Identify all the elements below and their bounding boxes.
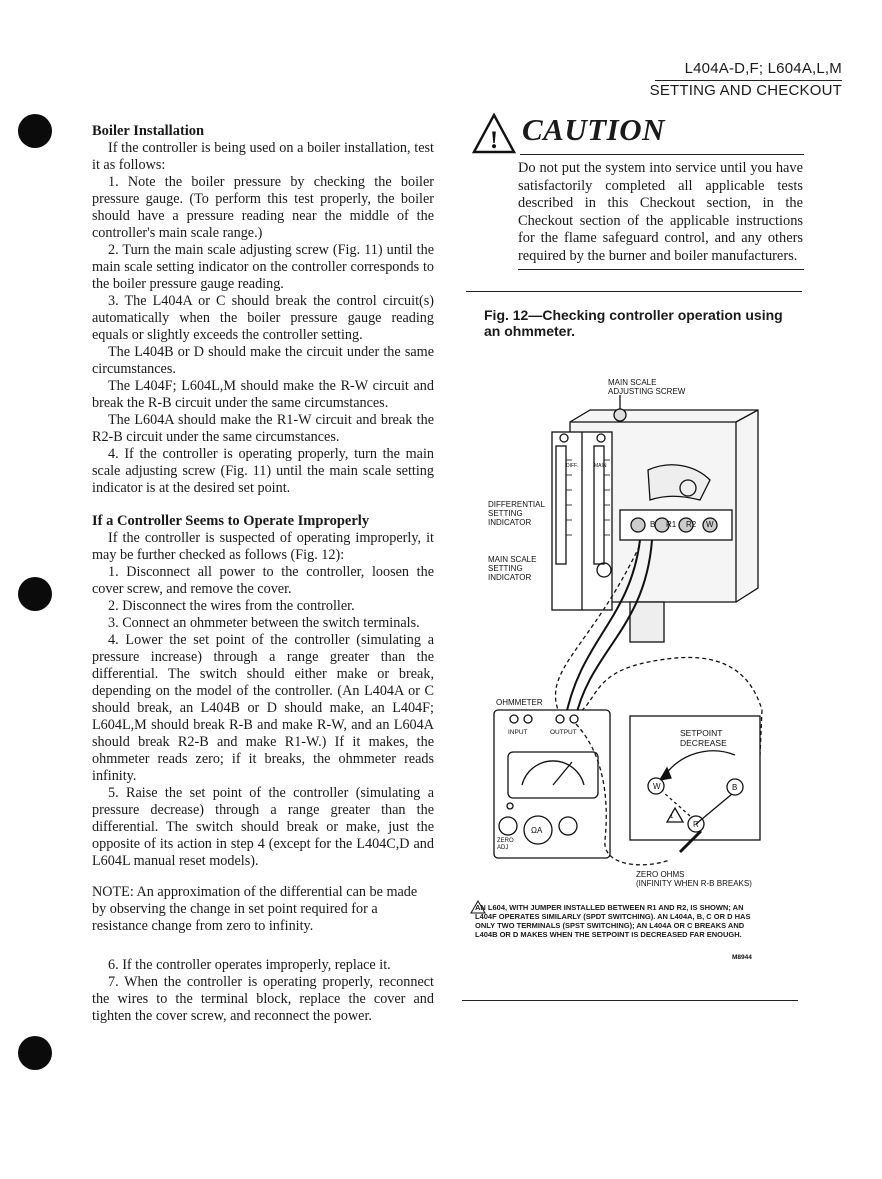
caution-bottom-rule	[518, 269, 804, 270]
label-dial-b: B	[732, 783, 738, 792]
boiler-paragraph: 2. Turn the main scale adjusting screw (Fig. 11) until the main scale setting indicator on the controller corresponds to the boiler pressure gauge reading.	[92, 242, 434, 292]
label-line: DIFFERENTIAL	[488, 500, 545, 509]
figure-footnote: AN L604, WITH JUMPER INSTALLED BETWEEN R1 AND R2, IS SHOWN; AN L404F OPERATES SIMILARLY (SPDT SWITCHING). AN L404A, B, C OR D HAS ONLY TWO TERMINALS (SPST SWITCHING); AN L404A OR C BREAKS AND L404B OR D MAKES WHEN THE SETPOINT IS DECREASED FAR ENOUGH.	[475, 903, 751, 939]
label-terminal-r2: R2	[686, 520, 697, 529]
label-setpoint-decrease	[680, 728, 727, 748]
binder-hole-bottom	[18, 1036, 52, 1070]
label-input: INPUT	[508, 729, 528, 736]
label-dial-r: R	[693, 820, 699, 829]
header-rule	[655, 80, 842, 81]
improper-paragraph: 2. Disconnect the wires from the controller.	[108, 598, 355, 614]
figure-bottom-rule	[462, 1000, 798, 1001]
label-line: SETTING	[488, 564, 523, 573]
label-main-scale: MAIN	[594, 463, 607, 469]
improper-paragraph: 1. Disconnect all power to the controller, loosen the cover screw, and remove the cover.	[92, 564, 434, 597]
ohmmeter-test-diagram	[480, 370, 780, 895]
label-main-scale-indicator	[488, 555, 536, 582]
note-block	[92, 884, 434, 935]
boiler-paragraph: The L604A should make the R1-W circuit and break the R2-B circuit under the same circumstances.	[92, 412, 434, 445]
caution-title: CAUTION	[522, 112, 666, 147]
label-terminal-r1: R1	[666, 520, 677, 529]
boiler-installation-heading: Boiler Installation	[92, 123, 205, 139]
label-diff-scale: DIFF.	[566, 463, 578, 469]
boiler-paragraph: The L404F; L604L,M should make the R-W circuit and break the R-B circuit under the same circumstances.	[92, 378, 434, 411]
boiler-paragraph: If the controller is being used on a boiler installation, test it as follows:	[92, 140, 434, 173]
label-line: SETPOINT	[680, 728, 723, 738]
label-line: MAIN SCALE	[488, 555, 537, 564]
note-text: An approximation of the differential can be made by observing the change in set point required for a resistance change from zero to infinity.	[92, 884, 418, 934]
label-zero-adj	[497, 838, 514, 852]
label-line: ZERO OHMS	[636, 870, 685, 879]
warning-triangle-icon	[472, 112, 516, 154]
label-zero-ohms	[636, 870, 752, 888]
boiler-paragraph: 3. The L404A or C should break the control circuit(s) automatically when the boiler pressure gauge reading equals or slightly exceeds the controller setting.	[92, 293, 434, 343]
header-section-line: SETTING AND CHECKOUT	[649, 82, 842, 99]
caution-title-rule	[520, 154, 804, 155]
label-terminal-b: B	[650, 520, 656, 529]
improper-paragraph: 3. Connect an ohmmeter between the switch terminals.	[108, 615, 420, 631]
figure-caption: Fig. 12—Checking controller operation using an ohmmeter.	[484, 307, 783, 339]
left-column	[92, 123, 434, 1025]
label-line: ADJUSTING SCREW	[608, 387, 686, 396]
label-line: SETTING	[488, 509, 523, 518]
improper-operation-heading: If a Controller Seems to Operate Improperly	[92, 513, 370, 529]
binder-hole-middle	[18, 577, 52, 611]
improper-paragraph: 4. Lower the set point of the controller (simulating a pressure increase) through a range greater than the differential. The switch should either make or break, depending on the model of the controller. (An L404A or C should break, an L404B or D should make, an L404F; L604L,M should break R-B and make R-W, and an L604A should break R2-B and make R1-W.) If it makes, the ohmmeter reads zero; if it breaks, the ohmmeter reads infinity.	[92, 632, 434, 784]
label-line: DECREASE	[680, 738, 727, 748]
warning-symbol: !	[489, 127, 499, 154]
label-output: OUTPUT	[550, 729, 577, 736]
improper-paragraph: 5. Raise the set point of the controller (simulating a pressure decrease) through a range greater than the differential. The switch should break or make, just the opposite of its action in step 4 (except for the L404C,D and L604L manual reset models).	[92, 785, 434, 869]
caution-text: Do not put the system into service until you have satisfactorily completed all applicable tests described in this Checkout section, in the Checkout section of the applicable instructions for the flame safeguard control, and any others required by the burner and boiler manufacturers.	[518, 160, 803, 264]
label-dial-w: W	[653, 782, 661, 791]
improper-paragraph: If the controller is suspected of operating improperly, it may be further checked as follows (Fig. 12):	[92, 530, 434, 563]
label-ohmmeter: OHMMETER	[496, 698, 543, 707]
note-label: NOTE:	[92, 884, 134, 900]
drawing-number: M8944	[732, 954, 752, 961]
label-line: ZERO	[497, 838, 514, 844]
label-line: (INFINITY WHEN R-B BREAKS)	[636, 879, 752, 888]
header-model-line: L404A-D,F; L604A,L,M	[684, 60, 842, 77]
boiler-paragraph: 4. If the controller is operating properly, turn the main scale adjusting screw (Fig. 11) until the main scale setting indicator is at the desired set point.	[92, 446, 434, 496]
label-omega-a: ΩA	[531, 826, 543, 835]
label-terminal-w: W	[706, 520, 714, 529]
label-warn-mark: 1	[670, 814, 674, 820]
binder-hole-top	[18, 114, 52, 148]
label-line: MAIN SCALE	[608, 378, 657, 387]
boiler-paragraph: 1. Note the boiler pressure by checking the boiler pressure gauge. (To perform this test properly, the boiler should have a pressure reading near the middle of the controller's main scale range.)	[92, 174, 434, 241]
boiler-paragraph: The L404B or D should make the circuit under the same circumstances.	[92, 344, 434, 377]
final-paragraph: 6. If the controller operates improperly, replace it.	[108, 957, 391, 973]
figure-top-rule	[466, 291, 802, 292]
final-paragraph: 7. When the controller is operating properly, reconnect the wires to the terminal block, replace the cover and tighten the cover screw, and reconnect the power.	[92, 974, 434, 1024]
label-line: ADJ	[497, 845, 509, 851]
label-line: INDICATOR	[488, 518, 532, 527]
label-line: INDICATOR	[488, 573, 532, 582]
label-main-scale-screw	[608, 378, 685, 396]
label-differential-indicator	[488, 500, 545, 527]
